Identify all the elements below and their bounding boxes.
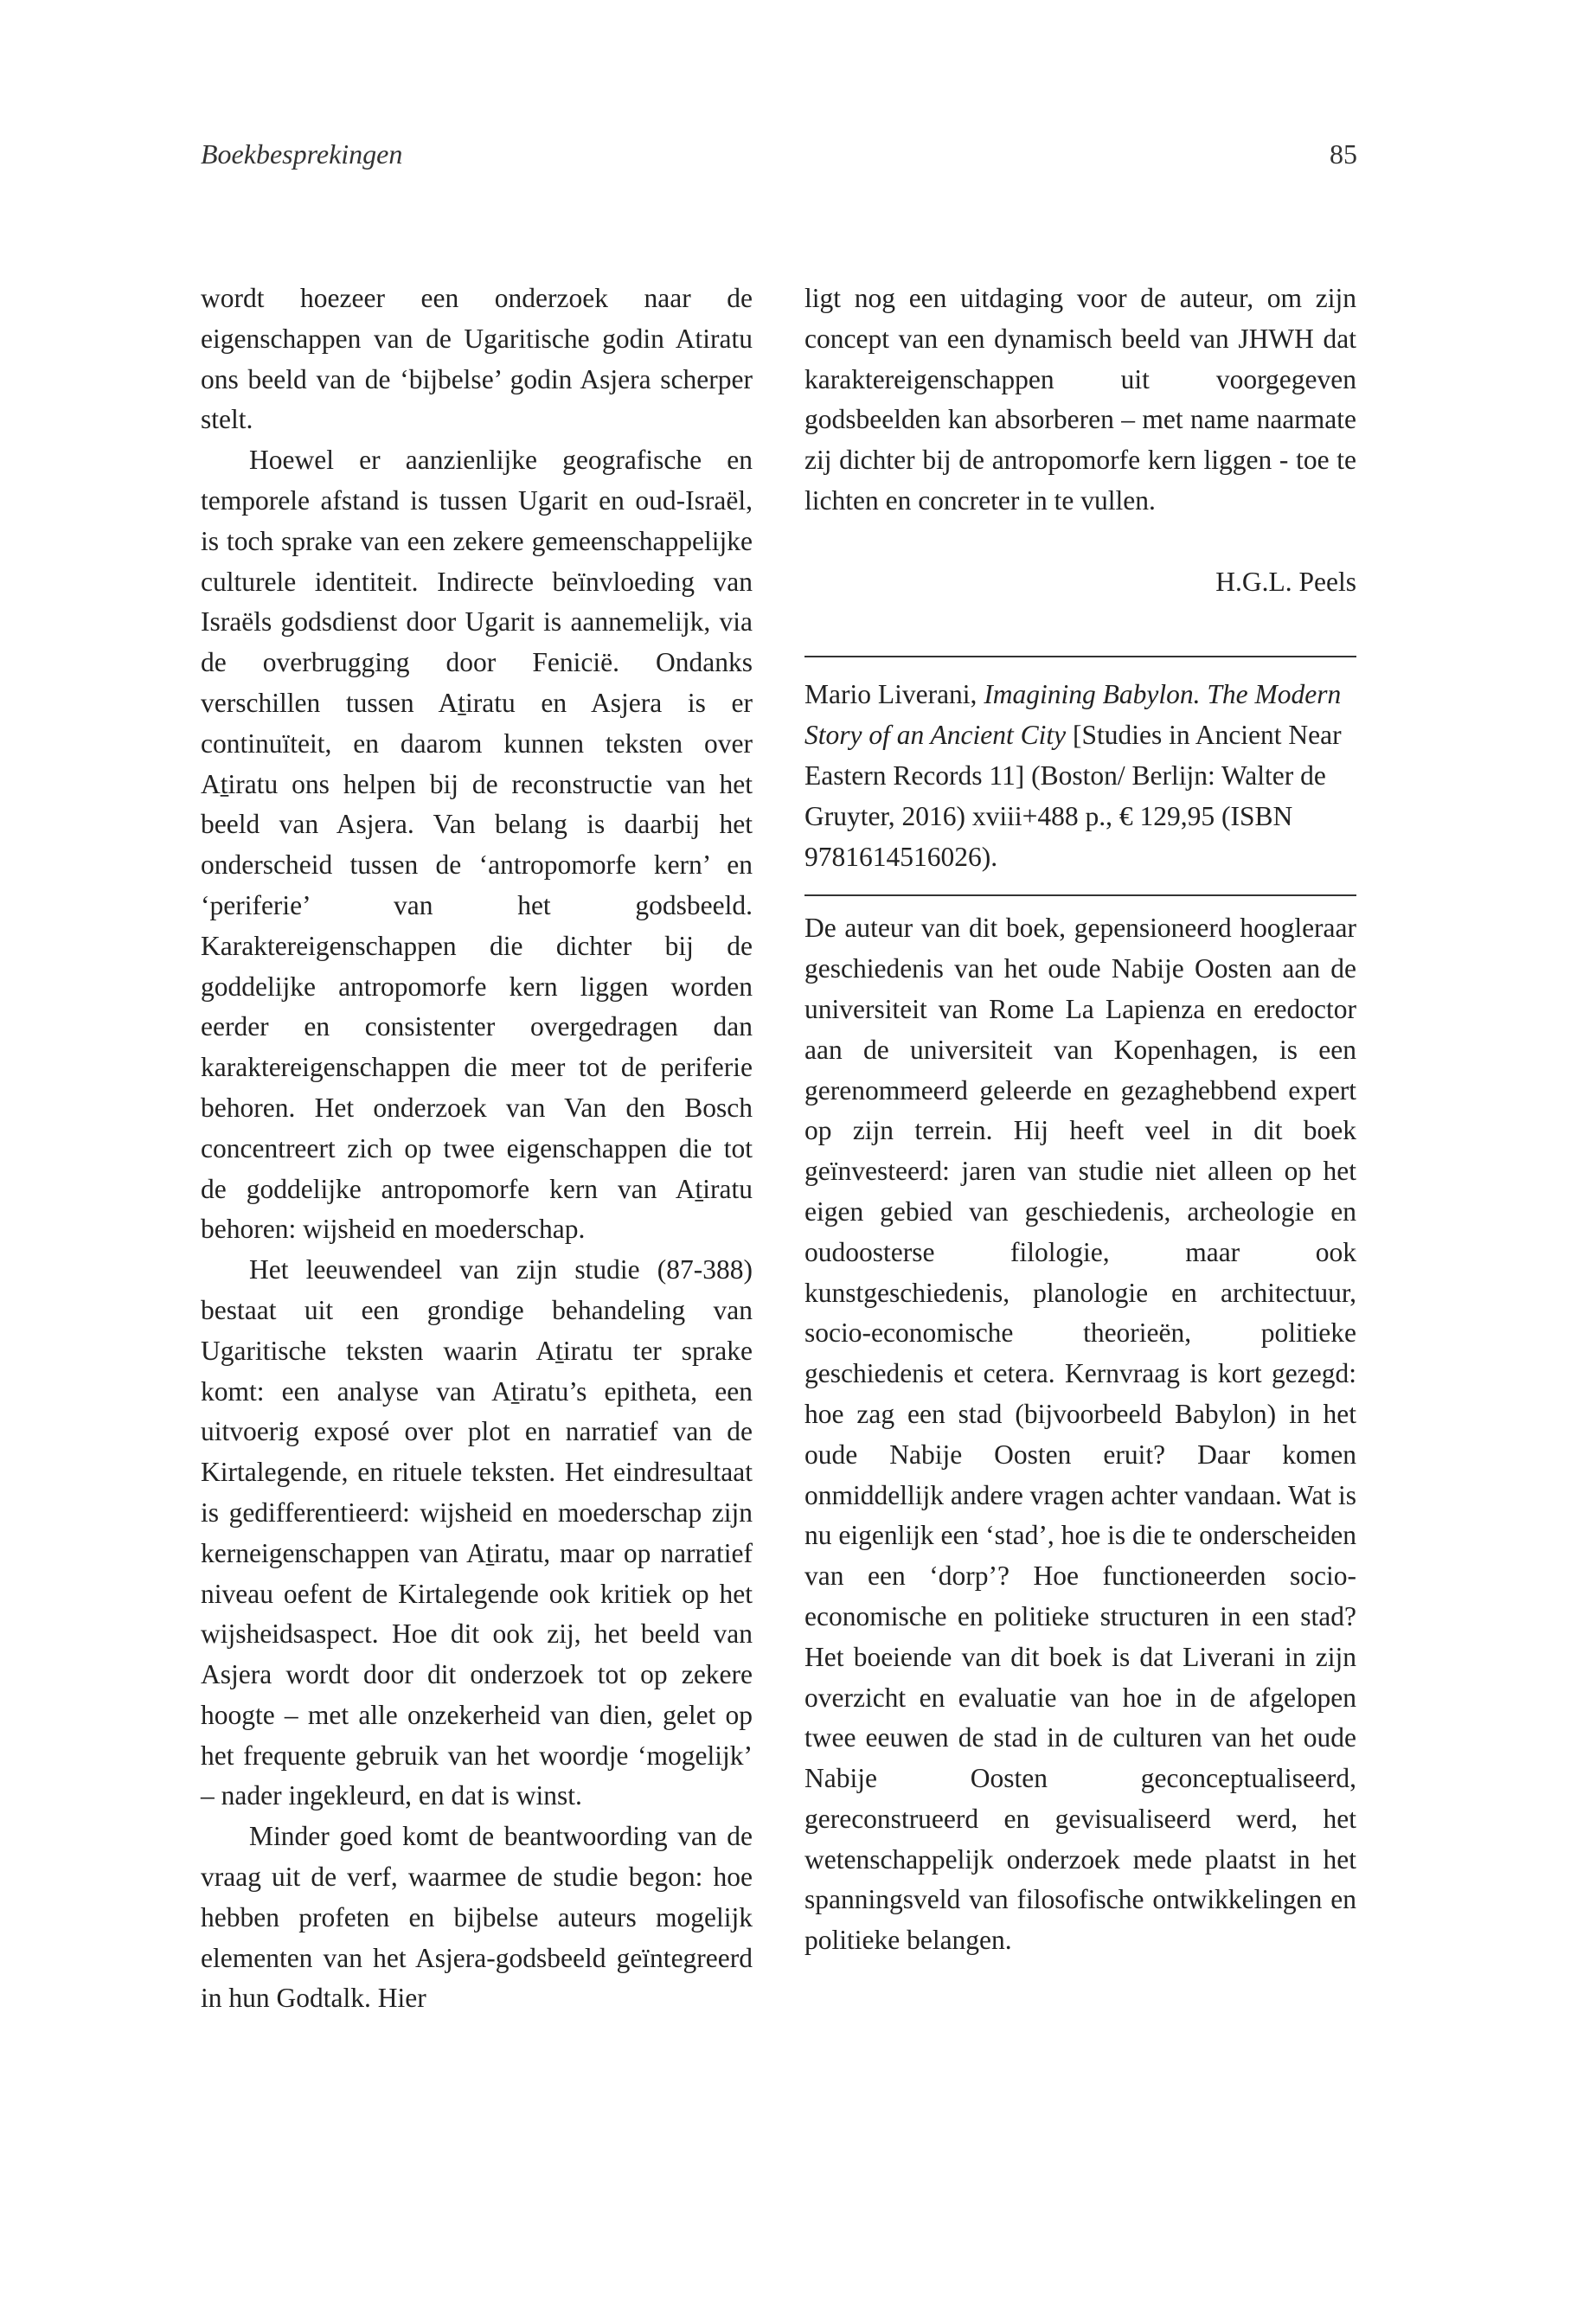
running-head: Boekbesprekingen	[201, 138, 403, 170]
right-column	[804, 279, 1356, 1961]
left-paragraph-3: Het leeuwendeel van zijn studie (87-388) bestaat uit een grondige behandeling van Ugaritische teksten waarin Aṯiratu ter sprake komt: een analyse van Aṯiratu’s epitheta, een uitvoerig exposé over plot en narratief van de Kirtalegende, en rituele teksten. Het eindresultaat is gedifferentieerd: wijsheid en moederschap zijn kerneigenschappen van Aṯiratu, maar op narratief niveau oefent de Kirtalegende ook kritiek op het wijsheidsaspect. Hoe dit ook zij, het beeld van Asjera wordt door dit onderzoek tot op zekere hoogte – met alle onzekerheid van dien, gelet op het frequente gebruik van het woordje ‘mogelijk’ – nader ingekleurd, en dat is winst.	[201, 1254, 753, 1811]
right-paragraph-1: ligt nog een uitdaging voor de auteur, om zijn concept van een dynamisch beeld van JHWH dat karaktereigenschappen uit voorgegeven godsbeelden kan absorberen – met name naarmate zij dichter bij de antropomorfe kern liggen - toe te lichten en concreter in te vullen.	[804, 283, 1356, 516]
book-title: Imagining Babylon. The Modern Story of an Ancient City	[804, 679, 1342, 751]
book-details: [Studies in Ancient Near Eastern Records 11] (Boston/ Berlijn: Walter de Gruyter, 2016) xviii+488 p., € 129,95 (ISBN 9781614516026).	[804, 720, 1342, 872]
right-paragraph-2: De auteur van dit boek, gepensioneerd hoogleraar geschiedenis van het oude Nabije Oosten aan de universiteit van Rome La Lapienza en eredoctor aan de universiteit van Kopenhagen, is een gerenommeerd geleerde en gezaghebbend expert op zijn terrein. Hij heeft veel in dit boek geïnvesteerd: jaren van studie niet alleen op het eigen gebied van geschiedenis, archeologie en oudoosterse filologie, maar ook kunstgeschiedenis, planologie en architectuur, socio-economische theorieën, politieke geschiedenis et cetera. Kernvraag is kort gezegd: hoe zag een stad (bijvoorbeeld Babylon) in het oude Nabije Oosten eruit? Daar komen onmiddellijk andere vragen achter vandaan. Wat is nu eigenlijk een ‘stad’, hoe is die te onderscheiden van een ‘dorp’? Hoe functioneerden socio-economische en politieke structuren in een stad? Het boeiende van dit boek is dat Liverani in zijn overzicht en evaluatie van hoe in de afgelopen twee eeuwen de stad in de culturen van het oude Nabije Oosten geconceptualiseerd, gereconstrueerd en gevisualiseerd werd, het wetenschappelijk onderzoek mede plaatst in het spanningsveld van filosofische ontwikkelingen en politieke belangen.	[804, 913, 1357, 1956]
book-author: Mario Liverani,	[804, 679, 984, 710]
page-number: 85	[1330, 138, 1357, 170]
left-paragraph-1: wordt hoezeer een onderzoek naar de eigenschappen van de Ugaritische godin Atiratu ons beeld van de ‘bijbelse’ godin Asjera scherper stelt.	[201, 283, 753, 435]
left-paragraph-4: Minder goed komt de beantwoording van de vraag uit de verf, waarmee de studie begon: hoe hebben profeten en bijbelse auteurs mogelijk elementen van het Asjera-godsbeeld geïntegreerd in hun Godtalk. Hier	[201, 1821, 753, 2014]
left-column	[201, 279, 753, 2019]
book-reference	[804, 657, 1356, 894]
rule-bottom	[804, 894, 1356, 896]
left-paragraph-2: Hoewel er aanzienlijke geografische en temporele afstand is tussen Ugarit en oud-Israël, is toch sprake van een zekere gemeenschappelijke culturele identiteit. Indirecte beïnvloeding van Israëls godsdienst door Ugarit is aannemelijk, via de overbrugging door Fenicië. Ondanks verschillen tussen Aṯiratu en Asjera is er continuïteit, en daarom kunnen teksten over Aṯiratu ons helpen bij de reconstructie van het beeld van Asjera. Van belang is daarbij het onderscheid tussen de ‘antropomorfe kern’ en ‘periferie’ van het godsbeeld. Karaktereigenschappen die dichter bij de goddelijke antropomorfe kern liggen worden eerder en consistenter overgedragen dan karaktereigenschappen die meer tot de periferie behoren. Het onderzoek van Van den Bosch concentreert zich op twee eigenschappen die tot de goddelijke antropomorfe kern van Aṯiratu behoren: wijsheid en moederschap.	[201, 445, 753, 1245]
reviewer-signature: H.G.L. Peels	[1215, 566, 1356, 597]
